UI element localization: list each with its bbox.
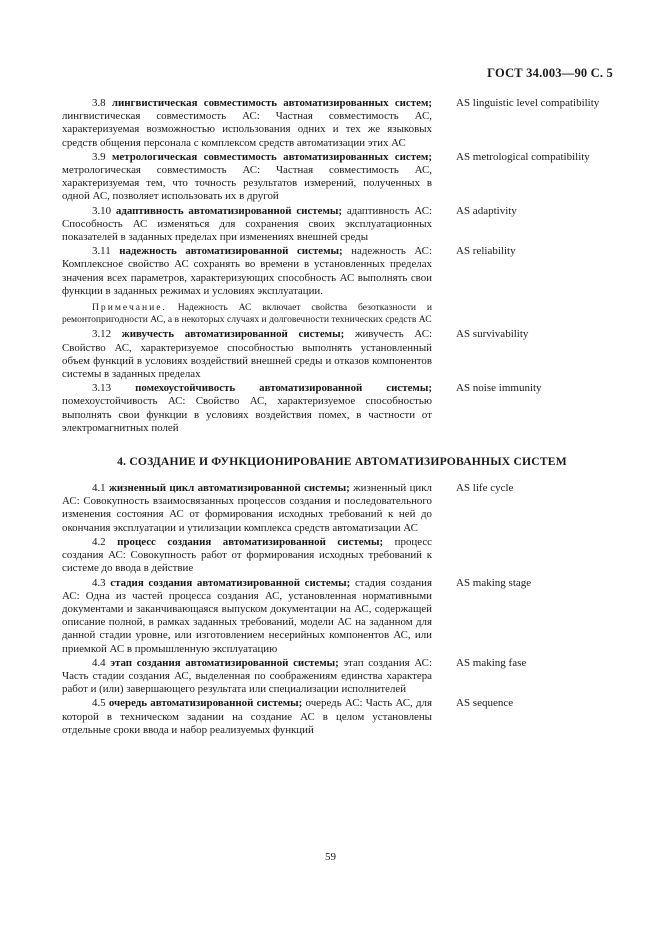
english-equivalent: AS adaptivity [456,204,517,217]
english-equivalent: AS making stage [456,576,532,589]
term-text: этап создания АС: Часть стадии создания АС, выделенная по соображениям единства характера работ и (или) завершающего результата или специализации исполнителей [62,656,432,696]
english-equivalent: AS sequence [456,697,514,710]
term-number: 3.13 [92,382,112,395]
term-name: процесс создания автоматизированной системы; [117,535,384,548]
document-body [62,97,622,738]
term-text: живучесть АС: Свойство АС, характеризуемое способностью выполнять установленный объем функций в условиях воздействий внешней среды и отказов компонентов системы в заданных пределах [62,328,433,381]
section-title: 4. СОЗДАНИЕ И ФУНКЦИОНИРОВАНИЕ АВТОМАТИЗИРОВАННЫХ СИСТЕМ [117,455,567,469]
term-entry [62,382,622,435]
term-text: стадия создания АС: Одна из частей процесса создания АС, установленная нормативными документами и заканчивающаяся выпуском документации на АС, содержащей описание полной, в рамках заданных требований, модели АС на заданном для данной стадии уровне, или изготовлением несерийных компонентов АС, или приемкой АС в промышленную эксплуатацию [62,576,432,655]
term-entry [62,205,622,245]
term-entry [62,328,622,381]
term-text: помехоустойчивость АС: Свойство АС, характеризуемое способностью выполнять свои функции в условиях воздействия помех, в частности от электромагнитных полей [62,395,432,434]
term-number: 4.4 [92,656,106,669]
note-text: Надежность АС включает свойства безотказности и ремонтопригодности АС, а в некоторых случаях и долговечности технических средств АС [62,302,432,326]
term-name: адаптивность автоматизированной системы; [115,204,343,217]
term-name: жизненный цикл автоматизированной системы; [108,482,350,495]
entries-top [62,97,622,298]
term-number: 4.1 [92,482,106,495]
term-name: надежность автоматизированной системы; [119,245,343,258]
term-name: живучесть автоматизированной системы; [121,328,345,341]
term-definition [62,97,432,150]
english-equivalent: AS noise immunity [456,382,542,395]
term-entry [62,245,622,298]
term-number: 3.9 [92,150,106,163]
term-number: 3.10 [92,204,112,217]
term-text: лингвистическая совместимость АС: Частная совместимость АС, характеризуемая возможностью использования одних и тех же языковых средств общения персонала с комплексом средств автоматизации этих АС [62,110,432,149]
entries-mid [62,328,622,435]
term-text: надежность АС: Комплексное свойство АС сохранять во времени в установленных пределах значения всех параметров, характеризующих способность АС выполнять свои функции в заданных режимах и условиях эксплуатации. [62,245,432,297]
term-text: очередь АС: Часть АС, для которой в техническом задании на создание АС в целом установлены отдельные сроки ввода и набор реализуемых функций [62,697,432,736]
term-definition [62,657,432,697]
english-equivalent: AS metrological compatibility [456,150,590,163]
term-entry [62,536,622,576]
term-definition [62,577,432,656]
term-text: жизненный цикл АС: Совокупность взаимосвязанных процессов создания и последовательного изменения состояния АС от формирования исходных требований к ней до окончания эксплуатации и утилизации комплекса средств автоматизации АС [62,482,432,534]
term-number: 4.5 [92,697,106,710]
entries-bottom [62,482,622,737]
term-name: очередь автоматизированной системы; [108,697,303,710]
term-definition [62,205,432,245]
term-number: 3.12 [92,328,112,341]
term-definition [62,536,432,576]
term-number: 3.8 [92,97,106,109]
term-name: стадия создания автоматизированной системы; [110,576,351,589]
term-number: 3.11 [92,245,111,258]
term-definition [62,151,432,204]
english-equivalent: AS survivability [456,328,529,341]
term-definition [62,382,432,435]
term-text: процесс создания АС: Совокупность работ от формирования исходных требований к системе до ввода в действие [62,535,432,575]
term-definition [62,245,432,298]
term-entry [62,697,622,737]
term-entry [62,657,622,697]
term-number: 4.2 [92,535,106,548]
english-equivalent: AS reliability [456,245,516,258]
page-number: 59 [325,851,336,863]
term-entry [62,577,622,656]
term-number: 4.3 [92,576,106,589]
english-equivalent: AS life cycle [456,482,514,495]
term-entry [62,97,622,150]
note [62,302,432,326]
term-name: лингвистическая совместимость автоматизированных систем; [111,97,432,109]
term-name: метрологическая совместимость автоматизированных систем; [111,150,432,163]
page-header: ГОСТ 34.003—90 С. 5 [487,66,613,80]
term-definition [62,482,432,535]
term-text: метрологическая совместимость АС: Частная совместимость АС, характеризуемая тем, что точность результатов измерений, полученных в одной АС, позволяет использовать их в другой [62,164,432,203]
english-equivalent: AS linguistic level compatibility [456,97,600,109]
term-name: помехоустойчивость автоматизированной системы; [135,382,432,395]
english-equivalent: AS making fase [456,656,527,669]
term-name: этап создания автоматизированной системы; [110,656,339,669]
term-definition [62,328,432,381]
note-label: Примечание. [92,302,167,314]
term-entry [62,151,622,204]
term-text: адаптивность АС: Способность АС изменяться для сохранения своих эксплуатационных показателей в заданных пределах при изменениях внешней среды [62,204,432,244]
term-definition [62,697,432,737]
term-entry [62,482,622,535]
